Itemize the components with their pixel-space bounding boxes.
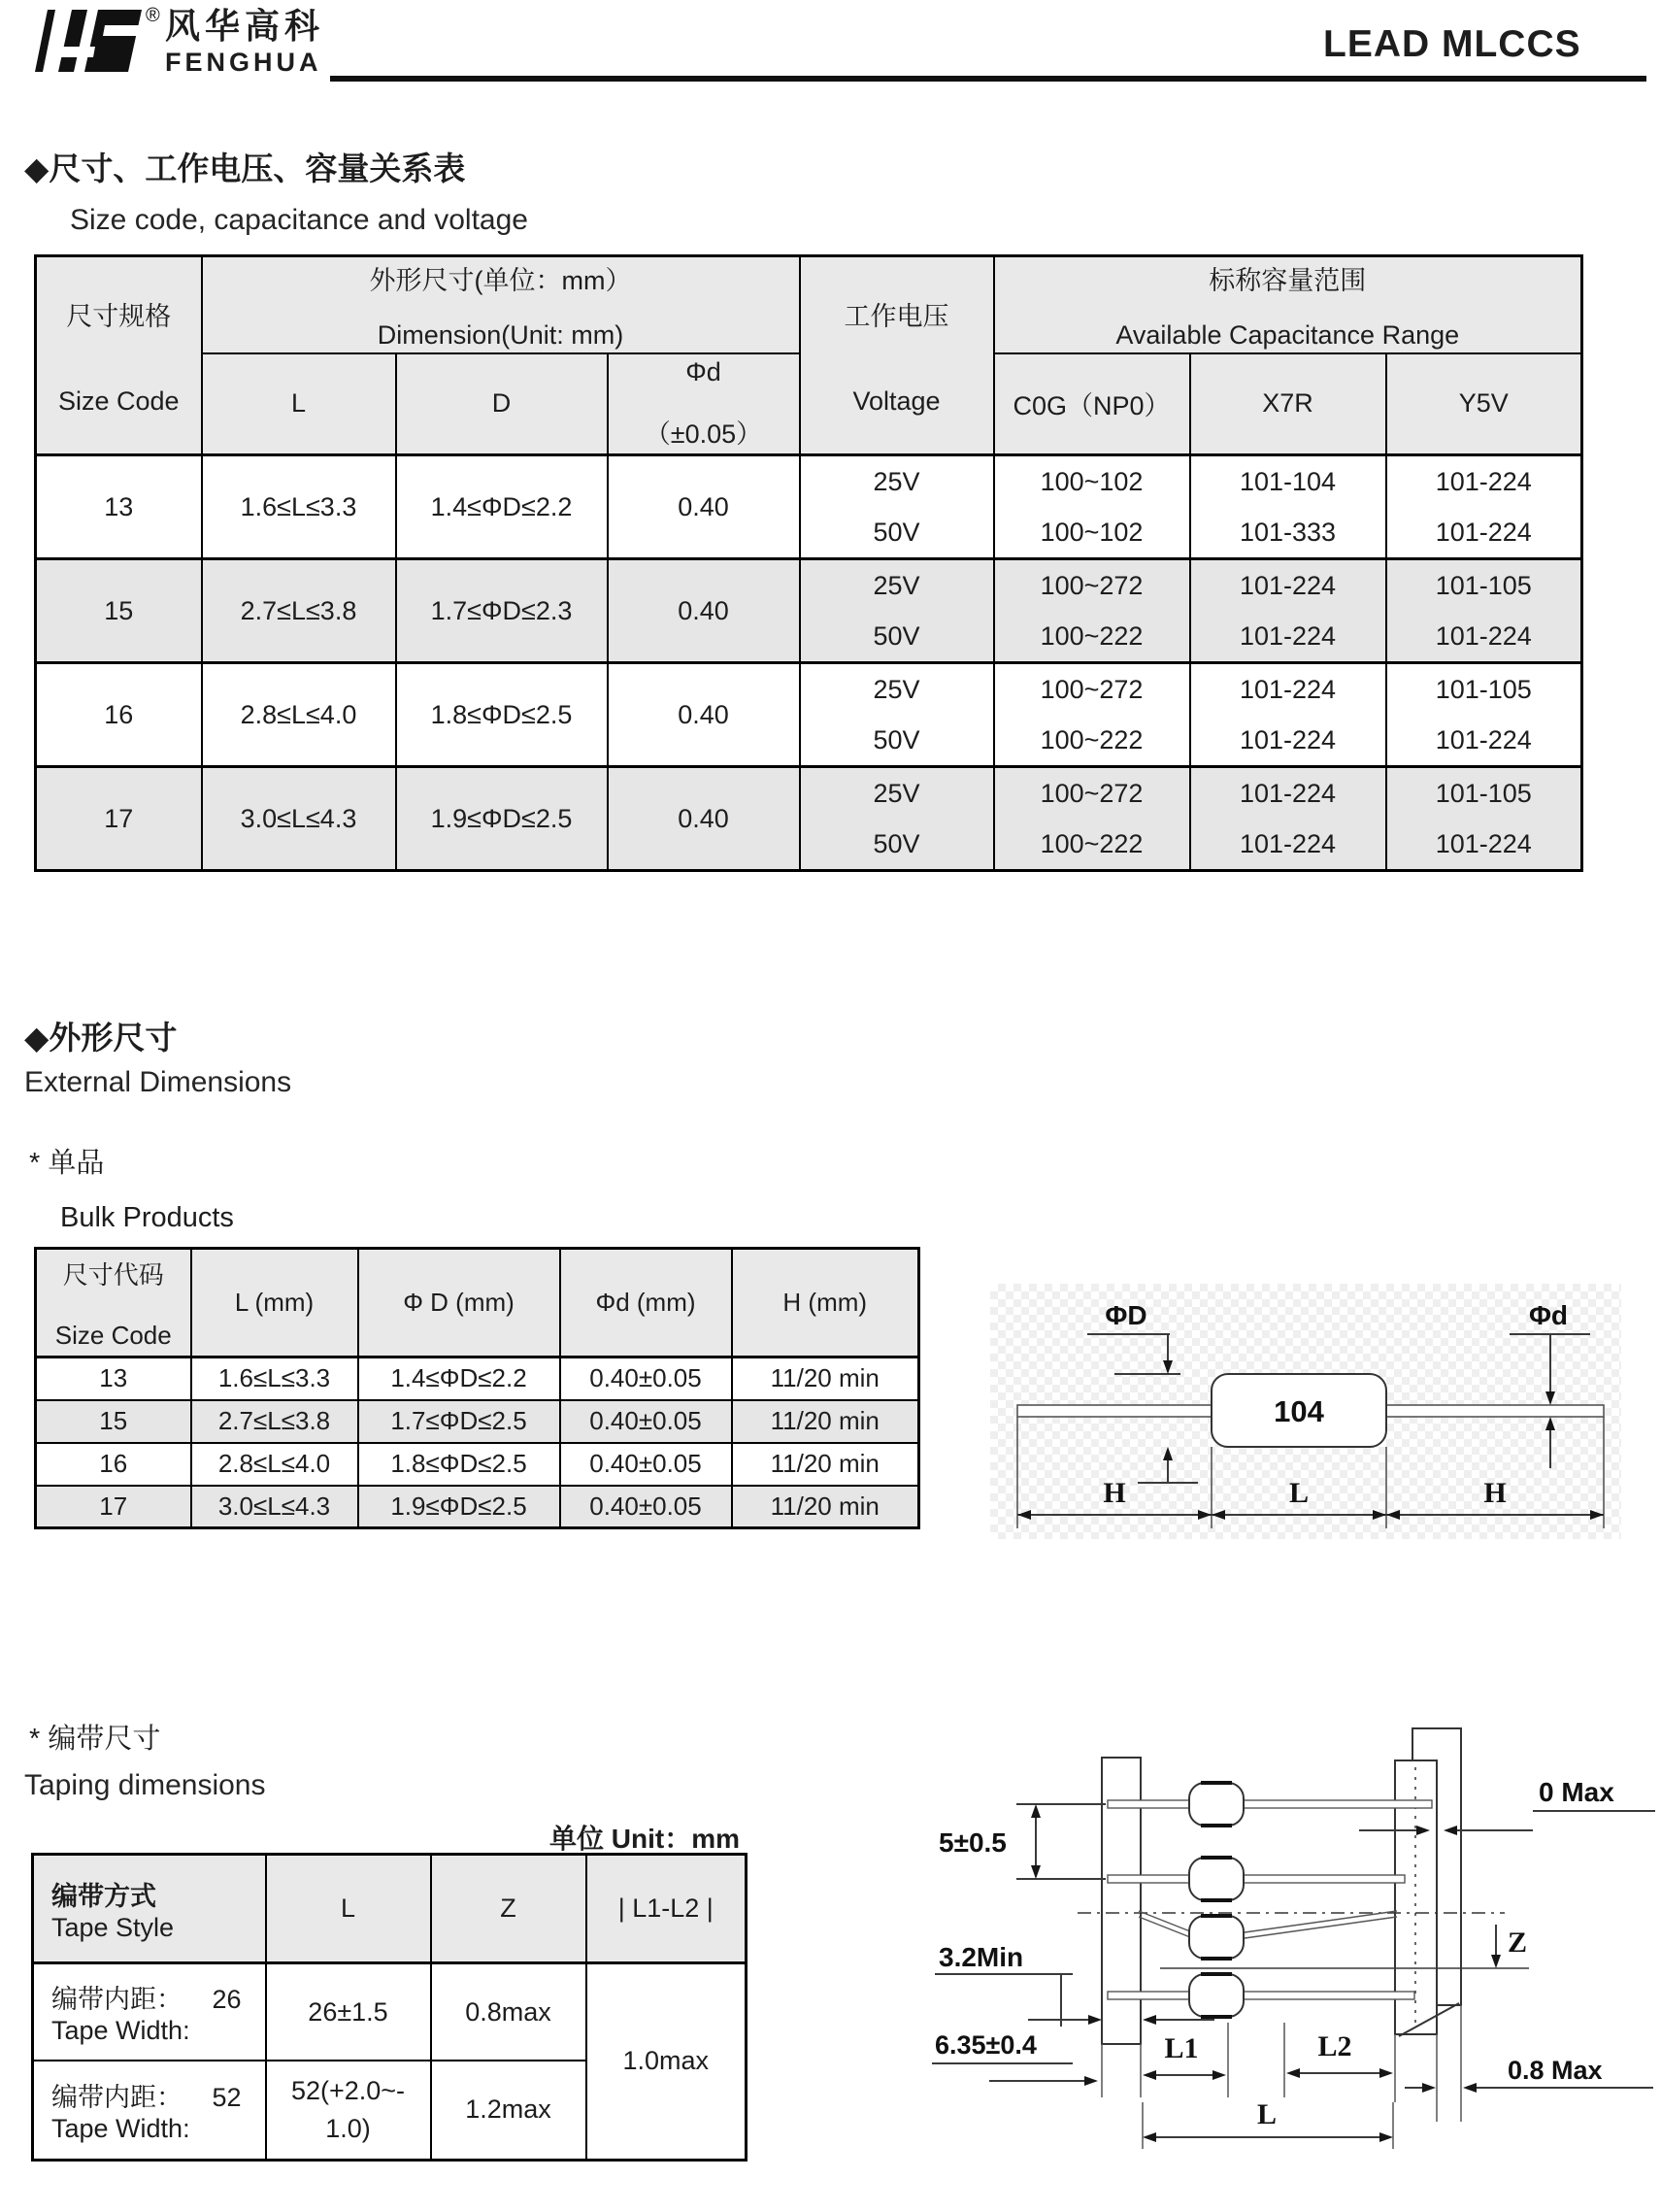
brand-name-en: FENGHUA — [165, 47, 322, 77]
col-header-l1l2: | L1-L2 | — [586, 1855, 747, 1963]
cell-d: 0.40±0.05 — [560, 1443, 732, 1486]
cap-range-en: Available Capacitance Range — [1115, 319, 1460, 350]
cell-y5v: 101-105 101-224 — [1386, 767, 1582, 871]
l-label: L — [1288, 1477, 1310, 1509]
cell-l: 1.6≤L≤3.3 — [191, 1357, 358, 1400]
cell-d: 1.4≤ΦD≤2.2 — [396, 455, 608, 559]
col-header-H: H (mm) — [732, 1249, 919, 1357]
cell-size: 16 — [36, 1443, 191, 1486]
cell-l: 2.8≤L≤4.0 — [191, 1443, 358, 1486]
cell-l: 52(+2.0~- 1.0) — [266, 2061, 431, 2160]
h-right-label: H — [1483, 1477, 1507, 1509]
section1-title-cn: ◆尺寸、工作电压、容量关系表 — [24, 151, 466, 186]
table-row — [36, 559, 1582, 663]
pitch-label: 5±0.5 — [939, 1827, 1007, 1858]
col-header-tape-style: 编带方式 Tape Style — [33, 1855, 266, 1963]
cell-y5v: 101-105 101-224 — [1386, 559, 1582, 663]
cap-range-cn: 标称容量范围 — [1209, 265, 1367, 295]
registered-icon: ® — [146, 5, 160, 26]
col-header-dimension — [202, 256, 800, 353]
h-left-label: H — [1103, 1477, 1126, 1509]
size-code-en: Size Code — [57, 385, 180, 416]
section1-title-en: Size code, capacitance and voltage — [70, 204, 528, 236]
cell-voltage: 25V 50V — [800, 455, 994, 559]
col-header-L: L — [266, 1855, 431, 1963]
unit-note: 单位 Unit：mm — [548, 1824, 740, 1854]
cell-l: 2.8≤L≤4.0 — [202, 663, 396, 767]
cell-D: 1.4≤ΦD≤2.2 — [358, 1357, 560, 1400]
col-header-y5v: Y5V — [1386, 353, 1582, 455]
cell-c0g: 100~102 100~102 — [994, 455, 1190, 559]
voltage-en: Voltage — [852, 385, 941, 416]
col-header-size-code: 尺寸代码 Size Code — [36, 1249, 191, 1357]
taping-bullet: * 编带尺寸 — [29, 1724, 161, 1755]
cell-h: 11/20 min — [732, 1443, 919, 1486]
cell-phid: 0.40 — [608, 663, 800, 767]
brand-block — [165, 8, 324, 78]
bulk-label: Bulk Products — [60, 1202, 234, 1233]
cell-size: 15 — [36, 1400, 191, 1443]
cell-y5v: 101-105 101-224 — [1386, 663, 1582, 767]
cell-l: 3.0≤L≤4.3 — [202, 767, 396, 871]
col-header-L: L (mm) — [191, 1249, 358, 1357]
cell-phid: 0.40 — [608, 455, 800, 559]
fenghua-logo-mark — [25, 4, 163, 76]
phid-tolerance: （±0.05） — [644, 419, 763, 449]
cell-tape-style: 编带内距： 26 Tape Width: — [33, 1963, 266, 2061]
voltage-cn: 工作电压 — [844, 301, 949, 331]
col-header-phid — [608, 353, 800, 455]
size-voltage-table — [34, 254, 1583, 872]
col-header-voltage — [800, 256, 994, 455]
cell-d: 1.8≤ΦD≤2.5 — [396, 663, 608, 767]
col-header-c0g: C0G（NP0） — [994, 353, 1190, 455]
table-row — [36, 1400, 919, 1443]
cell-d: 1.7≤ΦD≤2.3 — [396, 559, 608, 663]
col-header-x7r: X7R — [1190, 353, 1386, 455]
cell-voltage: 25V 50V — [800, 767, 994, 871]
cell-y5v: 101-224 101-224 — [1386, 455, 1582, 559]
phid-symbol: Φd — [685, 356, 721, 386]
cell-h: 11/20 min — [732, 1357, 919, 1400]
z-label: Z — [1508, 1927, 1528, 1959]
col-header-cap-range — [994, 256, 1582, 353]
cell-x7r: 101-224 101-224 — [1190, 559, 1386, 663]
s635-label: 6.35±0.4 — [935, 2030, 1037, 2060]
cell-h: 11/20 min — [732, 1400, 919, 1443]
l-bottom-label: L — [1256, 2098, 1278, 2130]
cell-z: 0.8max — [431, 1963, 586, 2061]
cell-d: 0.40±0.05 — [560, 1357, 732, 1400]
cell-size: 15 — [36, 559, 202, 663]
table-row — [36, 1443, 919, 1486]
cell-l: 26±1.5 — [266, 1963, 431, 2061]
max08-label: 0.8 Max — [1508, 2056, 1603, 2085]
cell-size: 17 — [36, 1486, 191, 1528]
phid-label: Φd — [1528, 1300, 1569, 1330]
cell-D: 1.9≤ΦD≤2.5 — [358, 1486, 560, 1528]
taping-title-en: Taping dimensions — [24, 1769, 266, 1801]
cell-D: 1.8≤ΦD≤2.5 — [358, 1443, 560, 1486]
col-header-phid: Φd (mm) — [560, 1249, 732, 1357]
page-title: LEAD MLCCS — [1323, 23, 1581, 65]
cell-c0g: 100~272 100~222 — [994, 663, 1190, 767]
cell-size: 16 — [36, 663, 202, 767]
taping-dimensions-table — [31, 1853, 747, 2162]
col-header-Z: Z — [431, 1855, 586, 1963]
capacitor-code-label: 104 — [1274, 1394, 1324, 1428]
cell-h: 11/20 min — [732, 1486, 919, 1528]
cell-phid: 0.40 — [608, 767, 800, 871]
bulk-products-table — [34, 1247, 920, 1529]
cell-c0g: 100~272 100~222 — [994, 559, 1190, 663]
dimension-cn: 外形尺寸(单位：mm） — [369, 265, 632, 295]
section2-title-cn: ◆外形尺寸 — [24, 1020, 178, 1056]
cell-x7r: 101-224 101-224 — [1190, 767, 1386, 871]
cell-d: 0.40±0.05 — [560, 1486, 732, 1528]
taping-diagram — [927, 1685, 1661, 2204]
col-header-D: D — [396, 353, 608, 455]
zero-max-label: 0 Max — [1539, 1777, 1614, 1807]
bulk-product-diagram — [990, 1284, 1621, 1539]
size-code-cn: 尺寸规格 — [66, 301, 172, 331]
section2-title-en: External Dimensions — [24, 1066, 292, 1098]
cell-size: 17 — [36, 767, 202, 871]
cell-c0g: 100~272 100~222 — [994, 767, 1190, 871]
l2-label: L2 — [1317, 2030, 1352, 2062]
min32-label: 3.2Min — [939, 1942, 1024, 1972]
table-row — [36, 1486, 919, 1528]
phiD-label: ΦD — [1105, 1300, 1147, 1330]
cell-voltage: 25V 50V — [800, 559, 994, 663]
table-row — [33, 1963, 747, 2061]
col-header-L: L — [202, 353, 396, 455]
brand-name-cn: 风华高科 — [165, 6, 325, 46]
cell-l1l2: 1.0max — [586, 1963, 747, 2161]
cell-l: 1.6≤L≤3.3 — [202, 455, 396, 559]
cell-x7r: 101-224 101-224 — [1190, 663, 1386, 767]
capacitor-drawing-icon — [990, 1284, 1621, 1539]
bulk-bullet: * 单品 — [29, 1148, 105, 1179]
cell-size: 13 — [36, 455, 202, 559]
cell-l: 3.0≤L≤4.3 — [191, 1486, 358, 1528]
cell-z: 1.2max — [431, 2061, 586, 2160]
table-row — [36, 455, 1582, 559]
dimension-en: Dimension(Unit: mm) — [377, 319, 624, 350]
cell-x7r: 101-104 101-333 — [1190, 455, 1386, 559]
col-header-size-code — [36, 256, 202, 455]
taping-drawing-icon — [927, 1685, 1661, 2204]
l1-label: L1 — [1164, 2032, 1199, 2064]
cell-tape-style: 编带内距： 52 Tape Width: — [33, 2061, 266, 2160]
cell-size: 13 — [36, 1357, 191, 1400]
col-header-phiD: Φ D (mm) — [358, 1249, 560, 1357]
cell-D: 1.7≤ΦD≤2.5 — [358, 1400, 560, 1443]
cell-voltage: 25V 50V — [800, 663, 994, 767]
cell-l: 2.7≤L≤3.8 — [191, 1400, 358, 1443]
header-rule — [330, 76, 1646, 82]
table-row — [36, 767, 1582, 871]
cell-d: 1.9≤ΦD≤2.5 — [396, 767, 608, 871]
table-row — [36, 663, 1582, 767]
cell-d: 0.40±0.05 — [560, 1400, 732, 1443]
cell-l: 2.7≤L≤3.8 — [202, 559, 396, 663]
table-row — [36, 1357, 919, 1400]
cell-phid: 0.40 — [608, 559, 800, 663]
